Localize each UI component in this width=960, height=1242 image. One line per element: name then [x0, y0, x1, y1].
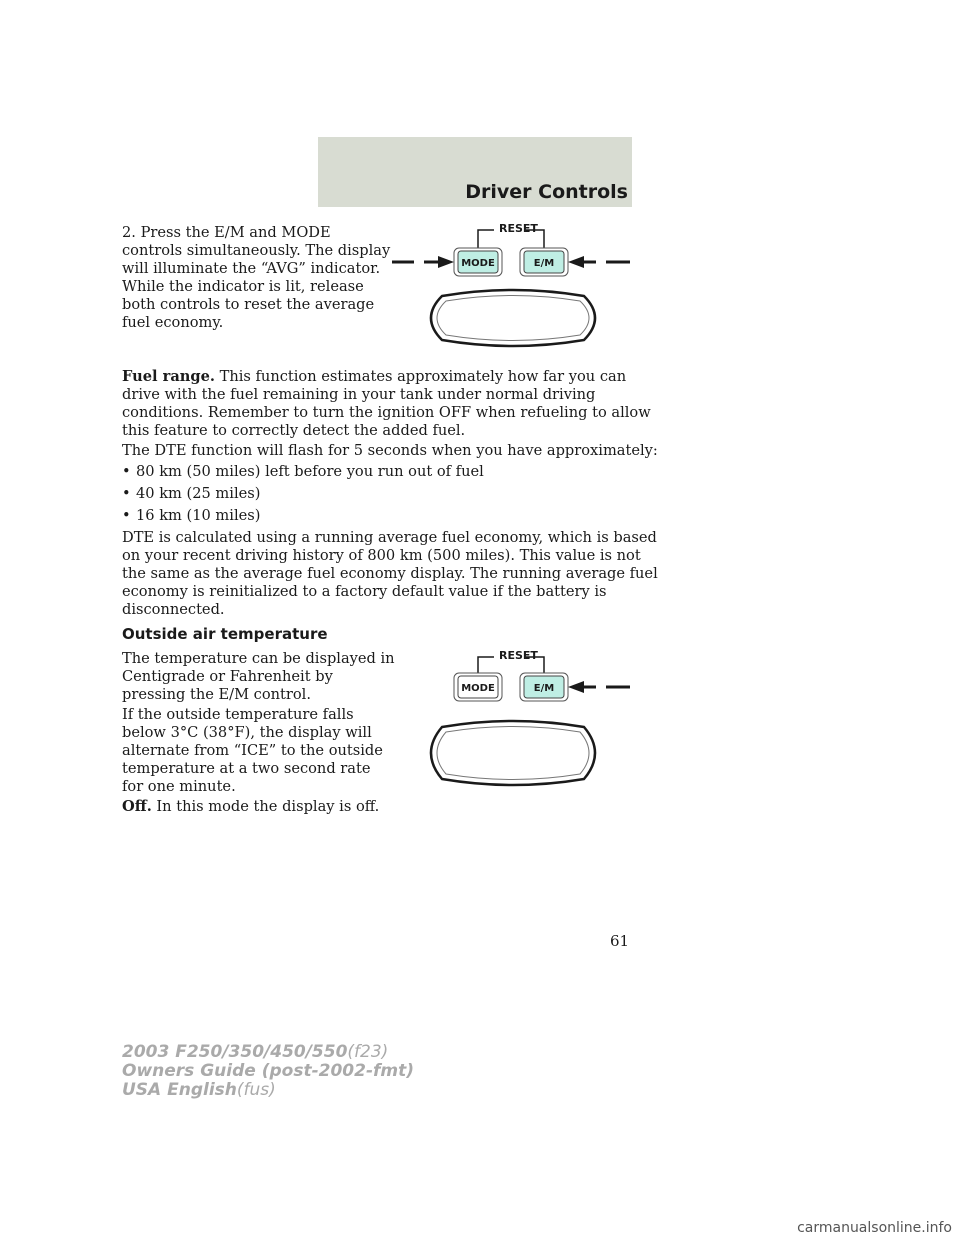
em-button-label: E/M [533, 683, 555, 694]
text-line: economy is reinitialized to a factory default value if the battery is [122, 583, 607, 600]
paragraph-dte-intro: The DTE function will flash for 5 seconds when you have approximately: [122, 442, 658, 459]
text-line: both controls to reset the average [122, 296, 375, 313]
footer-code: (f23) [347, 1042, 389, 1062]
text-line: The temperature can be displayed in [122, 650, 395, 667]
footer [122, 1043, 414, 1100]
text-line: If the outside temperature falls [122, 706, 354, 723]
text-line: controls simultaneously. The display [122, 242, 391, 259]
section-heading: Outside air temperature [122, 625, 328, 643]
list-item [122, 485, 260, 503]
text-line: fuel economy. [122, 314, 224, 331]
reset-label: RESET [499, 649, 538, 662]
mode-button-label: MODE [461, 258, 495, 269]
text-line: pressing the E/M control. [122, 686, 311, 703]
text-line: 2. Press the E/M and MODE [122, 224, 331, 241]
page-number: 61 [610, 932, 630, 950]
text-line: Centigrade or Fahrenheit by [122, 668, 333, 685]
reset-label: RESET [499, 222, 538, 235]
text-line: This function estimates approximately how far you can [219, 368, 627, 385]
text-line: the same as the average fuel economy display. The running average fuel [122, 565, 658, 582]
arrow-left-icon [568, 681, 584, 693]
footer-guide: Owners Guide (post-2002-fmt) [122, 1061, 415, 1081]
text-line: on your recent driving history of 800 km (500 miles). This value is not [122, 547, 641, 564]
list-item-text: 40 km (25 miles) [136, 485, 261, 502]
text-line: alternate from “ICE” to the outside [122, 742, 383, 759]
list-item [122, 507, 260, 525]
off-text: In this mode the display is off. [156, 798, 380, 815]
reset-diagram-em-button [380, 643, 640, 803]
text-line: below 3°C (38°F), the display will [122, 724, 372, 741]
watermark: carmanualsonline.info [797, 1220, 952, 1236]
footer-model: 2003 F250/350/450/550 [122, 1042, 348, 1062]
section-title: Driver Controls [465, 181, 628, 203]
footer-language: USA English [122, 1080, 237, 1100]
mode-button-label: MODE [461, 683, 495, 694]
text-line: will illuminate the “AVG” indicator. [122, 260, 381, 277]
list-item-text: 80 km (50 miles) left before you run out of fuel [136, 463, 484, 480]
footer-lang-code: (fus) [236, 1080, 276, 1100]
header-band [318, 137, 632, 207]
bullet-icon: • [122, 463, 131, 480]
text-line: While the indicator is lit, release [122, 278, 364, 295]
bullet-icon: • [122, 485, 131, 502]
reset-diagram-both-buttons [380, 218, 640, 358]
paragraph-off [122, 798, 379, 816]
text-line: this feature to correctly detect the added fuel. [122, 422, 466, 439]
text-line: for one minute. [122, 778, 236, 795]
text-line: temperature at a two second rate [122, 760, 371, 777]
list-item [122, 463, 484, 481]
text-line: disconnected. [122, 601, 225, 618]
arrow-right-icon [438, 256, 454, 268]
text-line: DTE is calculated using a running average fuel economy, which is based [122, 529, 657, 546]
arrow-left-icon [568, 256, 584, 268]
text-line: drive with the fuel remaining in your tank under normal driving [122, 386, 596, 403]
em-button-label: E/M [533, 258, 555, 269]
text-line: conditions. Remember to turn the ignition OFF when refueling to allow [122, 404, 651, 421]
display-screen [431, 290, 595, 346]
fuel-range-label: Fuel range. [122, 368, 215, 385]
list-item-text: 16 km (10 miles) [136, 507, 261, 524]
bullet-icon: • [122, 507, 131, 524]
off-label: Off. [122, 798, 152, 815]
